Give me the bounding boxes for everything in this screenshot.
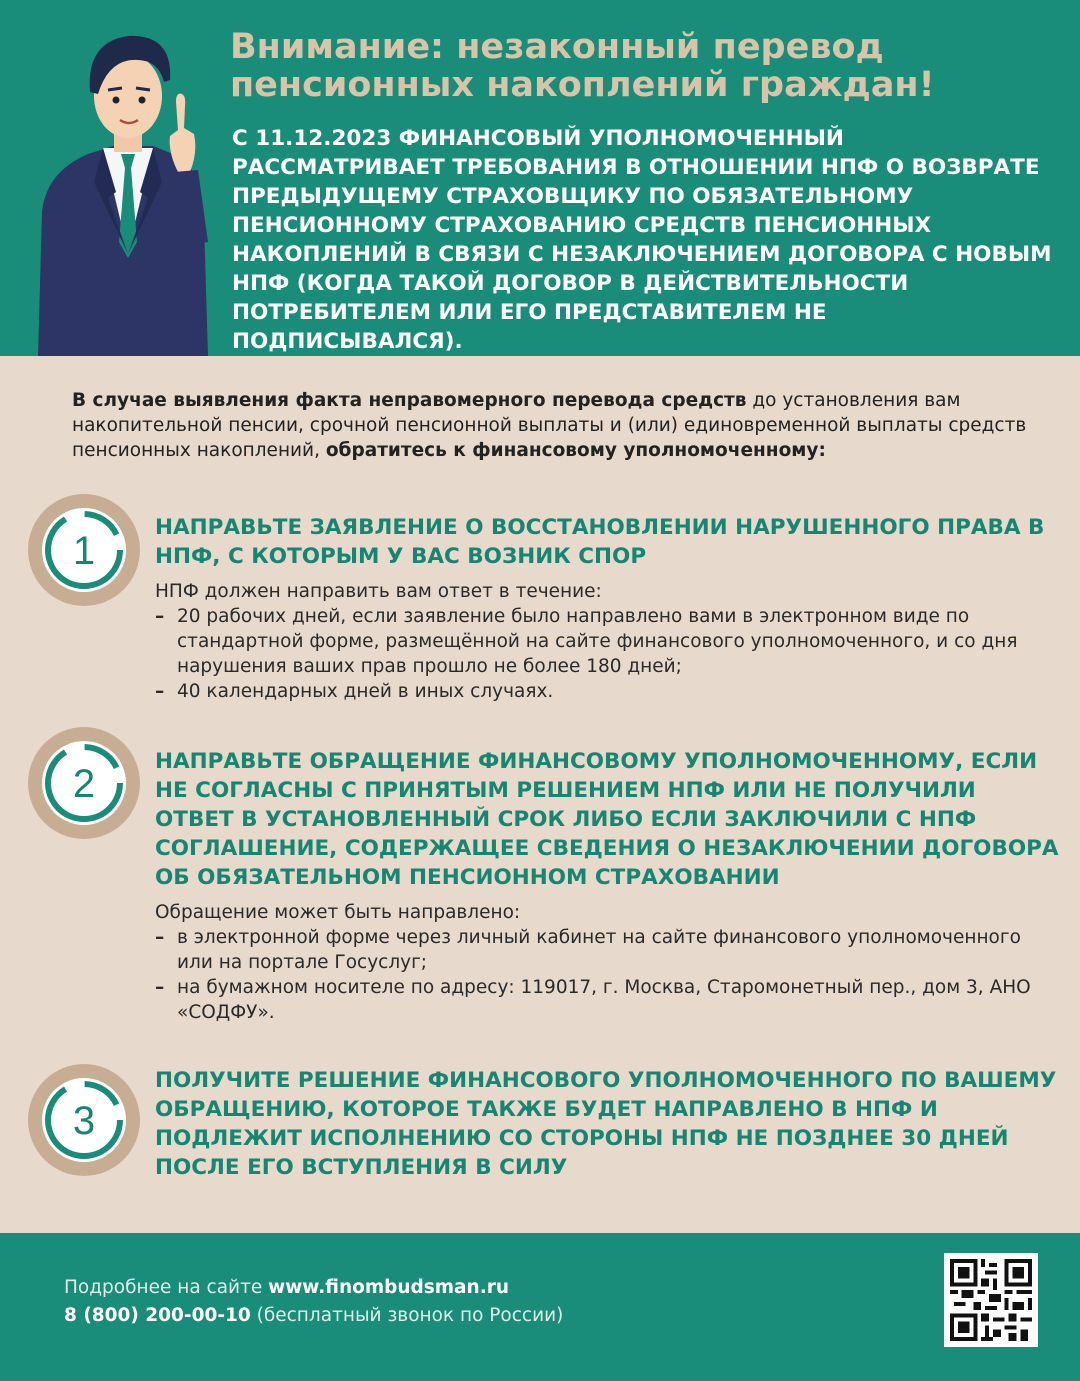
step-body [155,900,1045,1025]
header-title-line1: Внимание: незаконный перевод [230,27,884,67]
intro-bold-start: В случае выявления факта неправомерного перевода средств [72,390,747,411]
step-number-badge-icon [28,1064,140,1176]
step-lead: Обращение может быть направлено: [155,902,521,923]
intro-bold-end: обратитесь к финансовому уполномоченному: [325,440,826,461]
footer-phone-line [64,1303,563,1329]
step-number: 1 [72,529,96,573]
intro-paragraph [72,388,1052,463]
footer-phone-note: (бесплатный звонок по России) [250,1305,564,1326]
header-text: С 11.12.2023 ФИНАНСОВЫЙ УПОЛНОМОЧЕННЫЙ РАССМАТРИВАЕТ ТРЕБОВАНИЯ В ОТНОШЕНИИ НПФ О ВОЗВРАТЕ ПРЕДЫДУЩЕМУ СТРАХОВЩИКУ ПО ОБЯЗАТЕЛЬНОМУ ПЕНСИОННОМУ СТРАХОВАНИЮ СРЕДСТВ ПЕНСИОННЫХ НАКОПЛЕНИЙ В СВЯЗИ С НЕЗАКЛЮЧЕНИЕМ ДОГОВОРА С НОВЫМ НПФ (КОГДА ТАКОЙ ДОГОВОР В ДЕЙСТВИТЕЛЬНОСТИ ПОТРЕБИТЕЛЕМ ИЛИ ЕГО ПРЕДСТАВИТЕЛЕМ НЕ ПОДПИСЫВАЛСЯ). [232,126,1052,354]
step-number-badge-icon [28,494,140,606]
step-bullet: – 40 календарных дней в иных случаях. [155,679,1045,704]
footer-site-line [64,1275,509,1301]
header-banner [0,0,1080,356]
footer-site-prefix: Подробнее на сайте [64,1277,269,1298]
step-title: НАПРАВЬТЕ ЗАЯВЛЕНИЕ О ВОССТАНОВЛЕНИИ НАРУШЕННОГО ПРАВА В НПФ, С КОТОРЫМ У ВАС ВОЗНИК СПОР [155,515,1045,569]
step-bullet: – на бумажном носителе по адресу: 119017, г. Москва, Старомонетный пер., дом 3, АНО «СОДФУ». [155,975,1045,1025]
header-title-line2: пенсионных накоплений граждан! [230,65,935,105]
step-bullet: – в электронной форме через личный кабинет на сайте финансового уполномоченного или на портале Госуслуг; [155,925,1045,975]
step-lead: НПФ должен направить вам ответ в течение: [155,581,602,602]
step-title: ПОЛУЧИТЕ РЕШЕНИЕ ФИНАНСОВОГО УПОЛНОМОЧЕННОГО ПО ВАШЕМУ ОБРАЩЕНИЮ, КОТОРОЕ ТАКЖЕ БУДЕТ НАПРАВЛЕНО В НПФ И ПОДЛЕЖИТ ИСПОЛНЕНИЮ СО СТОРОНЫ НПФ НЕ ПОЗДНЕЕ 30 ДНЕЙ ПОСЛЕ ЕГО ВСТУПЛЕНИЯ В СИЛУ [155,1068,1057,1180]
intro-middle: до установления вам накопительной пенсии, срочной пенсионной выплаты и (или) единовременной выплаты средств пенсионных накоплений, [72,390,1027,461]
businessman-illustration-icon [28,22,218,356]
step-title: НАПРАВЬТЕ ОБРАЩЕНИЕ ФИНАНСОВОМУ УПОЛНОМОЧЕННОМУ, ЕСЛИ НЕ СОГЛАСНЫ С ПРИНЯТЫМ РЕШЕНИЕМ НПФ ИЛИ НЕ ПОЛУЧИЛИ ОТВЕТ В УСТАНОВЛЕННЫЙ СРОК ЛИБО ЕСЛИ ЗАКЛЮЧИЛИ С НПФ СОГЛАШЕНИЕ, СОДЕРЖАЩЕЕ СВЕДЕНИЯ О НЕЗАКЛЮЧЕНИИ ДОГОВОРА ОБ ОБЯЗАТЕЛЬНОМ ПЕНСИОННОМ СТРАХОВАНИИ [155,749,1059,890]
step-number: 3 [72,1099,96,1143]
qr-code-icon [944,1253,1038,1347]
footer [0,1233,1080,1381]
step-number: 2 [72,762,96,806]
footer-site-link[interactable]: www.finombudsman.ru [268,1277,510,1298]
step-number-badge-icon [28,727,140,839]
step-bullet: – 20 рабочих дней, если заявление было направлено вами в электронном виде по стандартной форме, размещённой на сайте финансового уполномоченного, и со дня нарушения ваших прав прошло не более 180 дней; [155,604,1045,679]
footer-phone[interactable]: 8 (800) 200-00-10 [64,1305,251,1326]
header-title [230,28,1060,104]
step-body [155,579,1045,704]
